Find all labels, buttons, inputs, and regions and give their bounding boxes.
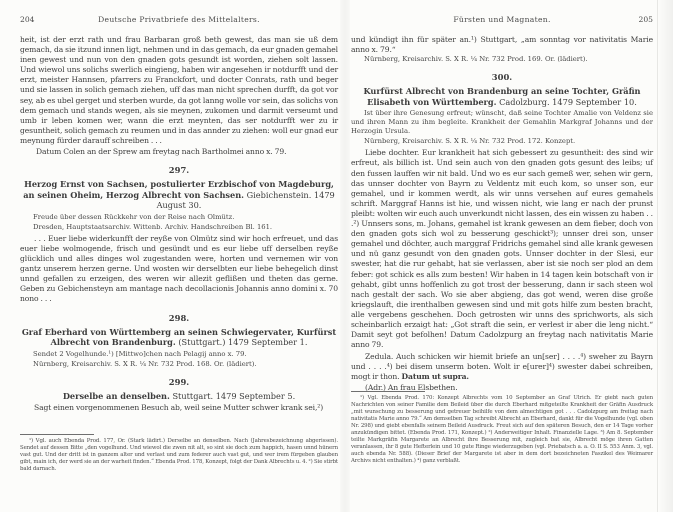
book-edge xyxy=(657,0,673,512)
page-gutter xyxy=(340,0,350,512)
footnotes-right: ¹) Vgl. Ebenda Prod. 170: Konzept Albrechts vom 10 September an Graf Ulrich. Er giebt nach guten Nachrichten von seiner Familie dem Beileid über die durch Eberhard mitgeteilte Krankheit der Gräfin Ausdruck „mit wunschung zu besserung und getreuer beihilfe von dem almechtigen got . . . Cadolzpurg am freitag nach nativitatis Marie anno 79.“ Am demselben Tag schreibt Albrecht an Eberhard, dankt für die Vogelhunde (vgl. oben Nr. 298) und giebt ebenfalls seinem Beileid Ausdruck. Freut sich auf den späteren Besuch, den er 14 Tage vorher anzukündigen bittet. (Ebenda Prod. 171, Konzept.) ²) Anderweitiger Inhalt. Finanzielle Lage. ³) Am 8. September teilte Markgräfin Margarete an Albrecht ihre Besserung mit, zugleich bat sie, Albrecht möge ihren Gatten veranlassen, ihr 8 gute Hefterlein und 10 gute Ringe wiederzugeben (vgl. Priebatsch a. a. O. II S. 553 Anm. 3, vgl. auch ebenda Nr. 588). (Dieser Brief der Margarete ist aber in dem dort bezeichneten Faszikel des Weimarer Archivs nicht enthalten.) ⁴) ganz verblaßt. xyxy=(351,395,653,464)
entry-298-source: Nürnberg, Kreisarchiv. S. X R. ¼ Nr. 732 Prod. 168. Or. (lädiert). xyxy=(33,359,257,368)
zedula-text: Zedula. Auch schicken wir hiemit briefe an un[ser] . . . .⁴) sweher zu Bayrn und . . . .⁴) bei disem unserm boten. Wolt ir e[urer]⁴) swester dabei schreiben, mogt ir thon. xyxy=(351,352,653,382)
footnote-rule-left xyxy=(20,434,94,435)
entry-299-heading-text: Derselbe an denselben. xyxy=(62,390,170,401)
entry-297-heading-text: Herzog Ernst von Sachsen, postulierter Erzbischof von Magdeburg, an seinen Oheim, Herzog Albrecht von Sachsen. xyxy=(23,179,334,200)
page-number-right: 205 xyxy=(638,15,653,24)
entry-298-heading xyxy=(20,327,338,348)
entry-300-number: 300. xyxy=(491,72,513,83)
entry-300-place-date: Cadolzburg. 1479 September 10. xyxy=(499,96,637,107)
entry-297-number: 297. xyxy=(168,165,190,176)
continuation-paragraph: heit, ist der erzt rath und frau Barbaran groß beth gewest, das man sie uß dem gemach, da sie itzund innen ligt, nehmen und in das gemach, da eur gnaden gemahel inen gewest und nun von den gnaden gots gesundt ist worden, ziehen solt lassen. Und wiewol uns solichs swerlich eingieng, haben wir angesehen ir notdurfft und der erzt, meister Hannsen, pfarrers zu Franckfort, und docter Conrats, rath und beger und sie lassen in solich gemach ziehen, uff das man nicht sprechen durfft, da got vor sey, ab es ubel gerget und sterben wurde, da got lanng wolle vor sein, das solichs von dem gemach und stands wegen, als sie meynen, zukomen und darmit verseumt und umb ir leben komen wer, wann die erzt meynten, das ser notdurfft wer zu ir gesuntheit, solich gemach zu reumen und in das annder zu ziehen: woll eur gnad eur meynung fürder darauff schreiben . . . xyxy=(20,35,338,145)
entry-297-regest: Freude über dessen Rückkehr von der Reise nach Olmütz. xyxy=(33,212,235,221)
entry-298-place-date: (Stuttgart.) 1479 September 1. xyxy=(178,337,308,348)
entry-299-number: 299. xyxy=(168,376,190,387)
page-left xyxy=(20,0,338,512)
running-head-right xyxy=(351,15,653,24)
entry-300-regest: Ist über ihre Genesung erfreut; wünscht, daß seine Tochter Amalie von Veldenz sie und ihren Mann zu ihm begleite. Krankheit der Gemahlin Markgraf Johanns und der Herzogin Ursula. xyxy=(351,109,653,136)
entry-299-regest: Sagt einen vorgenommenen Besuch ab, weil seine Mutter schwer krank sei,²) xyxy=(34,403,324,413)
page-right xyxy=(351,0,653,512)
footnote-area-right xyxy=(351,391,653,465)
entry-298-number: 298. xyxy=(168,312,190,323)
entry-298-heading-text: Graf Eberhard von Württemberg an seinen Schwiegervater, Kurfürst Albrecht von Brandenburg. xyxy=(21,326,337,348)
entry-299-place-date: Stuttgart. 1479 September 5. xyxy=(172,390,296,401)
entry-297-place-date: Giebichenstein. 1479 August 30. xyxy=(156,189,335,211)
footnote-area-left xyxy=(20,434,338,473)
entry-300-address: (Adr.) An frau Elsbethen. xyxy=(365,382,458,392)
entry-298-regest: Sendet 2 Vogelhunde.¹) [Mittwo]chen nach Pelagij anno x. 79. xyxy=(33,349,247,358)
running-title-right: Fürsten und Magnaten. xyxy=(453,15,551,24)
footnote-rule-right xyxy=(351,391,425,392)
page-number-left: 204 xyxy=(20,15,35,24)
entry-300-source: Nürnberg, Kreisarchiv. S. X R. ¼ Nr. 732 Prod. 172. Konzept. xyxy=(364,137,576,146)
footnotes-left: ¹) Vgl. auch Ebenda Prod. 177, Or. (Stark lädirt.) Derselbe an denselben. Nach (Jahresbezeichnung abgerissen). Sendet auf dessen Bitte „den vogelhund. Und wiewol die zwen nit alt, so sint sie doch zum happich, hasen unnd hünern vast gut. Und der dritt ist in ganzem alter und verlast und zum federer auch vast gut, und wer irem fürgeben glauben gibt, main ich, der werd sie an der warheit finden.“ Ebenda Prod. 178, Konzept, folgt der Dank Albrechts u. 4. ²) Sie stirbt bald darnach. xyxy=(20,438,338,472)
entry-300-zedula xyxy=(351,352,653,382)
entry-300-letter: Liebe dochter. Eur krankheit hat sich gebessert zu gesuntheit: des sind wir erfreut, als billich ist. Und sein auch von den gnaden gots gesunt des leibs; uf den fussen lauffen wir nit bald. Und wo es eur sach gemeß wer, sehen wir gern, das unnser dochter von Bayrn zu Veldentz mit euch kom, so unser son, eur gemahel, und ir kommen werdt, als wir unns versehen auf eures gemahels schrift. Marggraf Hanns ist hie, und wissen nicht, wie lang er nach der prunst pleibt: wolten wir euch auch unverkundt nicht lassen, des ein wissen zu haben . . .²) Unnsers sons, m. Johans, gemahel ist krank gewesen an dem fieber, doch von den gnaden gots sich wol zu besserung geschickt³); unnser drei son, unser gemahel und döchter, auch marggraf Fridrichs gemahel sind alle krank gewesen und nü ganz gesundt von den gnaden gots. Unnser dochter in der Slesi, eur swester, hat die rur gehabt, hat sie verlassen, aber ist sie noch ser plod an dem feber: got schick es alls zum besten! Wir haben in 14 tagen kein botschaft von ir gehabt, gibt unns hoffenlich zu got trost der besserung, dann ir sach steen wol nach gestalt der sach. Wo sie aber abgieng, das got wend, weren dise große kriegslauft, die irenthalben gewesen sind und mit gots hilfe zum besten bracht, alle vergebens geschehen. Doch getrosten wir unns des sprichworts, als sich scheinbarlich erzaigt hat: „Got straft die sein, er verlest ir aber die leng nicht.“ Damit seyt got befolhen! Datum Cadolzpurg an freytag nach nativitatis Marie anno 79. xyxy=(351,148,653,350)
continuation-source-right: Nürnberg, Kreisarchiv. S. X R. ¼ Nr. 732 Prod. 169. Or. (lädiert). xyxy=(364,55,588,64)
running-head-left xyxy=(20,15,338,24)
datum-line: Datum Colen an der Sprew am freytag nach Bartholmei anno x. 79. xyxy=(36,147,287,157)
zedula-datum: Datum ut supra. xyxy=(401,372,469,382)
entry-299-heading xyxy=(20,391,338,402)
entry-300-heading-text: Kurfürst Albrecht von Brandenburg an seine Tochter, Gräfin Elisabeth von Württemberg. xyxy=(363,86,641,107)
entry-297-letter: . . . Euer liebe widerkunfft der reyße von Olmütz sind wir hoch erfreuet, und das euer liebe wolmogende, frisch und gesündt und es eur liebe uff derselben reyße glücklich und alles dinges wol zugestanden were, horten und vernemen wir von gantz unserem herzen gerne. Und wosten wir derselbten eur liebe behegelich dinst unnd gefallen zu erzeigen, des weren wir allezit geflißen und theten das gerne. Geben zu Gebichensteyn am mantage nach decollacionis Johannis anno domini x. 70 nono . . . xyxy=(20,233,338,304)
running-title-left: Deutsche Privatbriefe des Mittelalters. xyxy=(98,15,260,24)
entry-300-heading xyxy=(351,86,653,107)
continuation-paragraph-right: und kündigt ihn für später an.¹) Stuttgart, „am sonntag vor nativitatis Marie anno x. 79.“ xyxy=(351,35,653,55)
entry-297-heading xyxy=(20,179,338,211)
entry-297-source: Dresden, Hauptstaatsarchiv. Wittenb. Archiv. Handschreiben Bl. 161. xyxy=(33,222,273,231)
